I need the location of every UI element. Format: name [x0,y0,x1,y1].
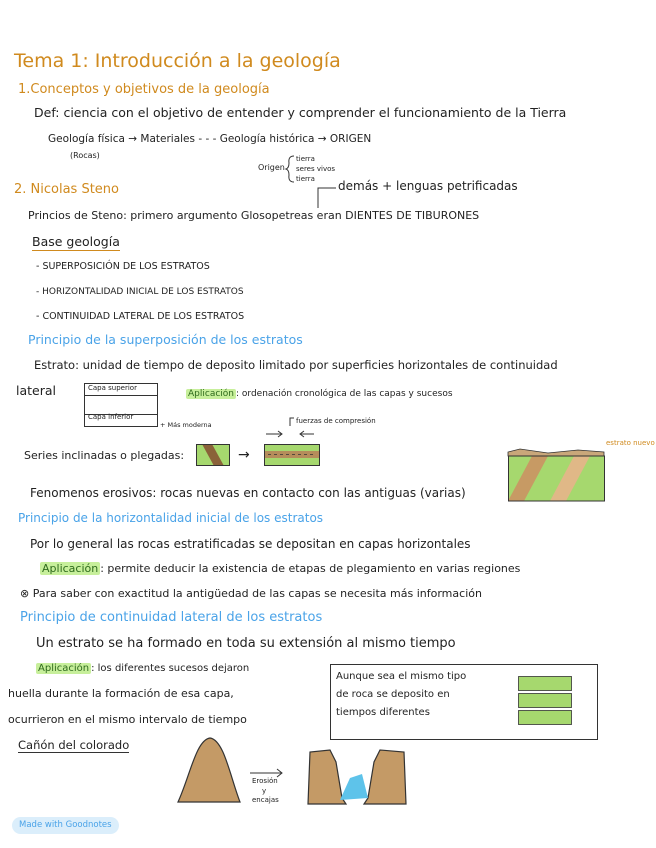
erosion-label: y [262,787,267,795]
canyon-drawing [306,748,408,806]
capa-superior-label: Capa superior [88,384,137,392]
lateral-text: lateral [16,383,56,398]
aplicacion-text: : permite deducir la existencia de etapas de plegamiento en varias regiones [100,562,521,575]
base-item: - CONTINUIDAD LATERAL DE LOS ESTRATOS [36,311,245,322]
principle-continuity-heading: Principio de continuidad lateral de los estratos [20,610,323,625]
continuity-line-2: huella durante la formación de esa capa, [8,687,234,700]
aplicacion-2 [40,563,520,574]
fuerzas-compresion-label: fuerzas de compresión [296,417,376,425]
note-box-line: tiempos diferentes [336,707,430,718]
aplicacion-text: : ordenación cronológica de las capas y sucesos [236,389,453,399]
canon-colorado-heading: Cañón del colorado [18,738,130,752]
geologia-fisica-text: Geología física → Materiales - - - Geología histórica → ORIGEN [48,133,372,145]
horizontality-text: Por lo general las rocas estratificadas se depositan en capas horizontales [30,537,471,551]
origen-brace [286,155,296,183]
section-1-heading: 1.Conceptos y objetivos de la geología [18,82,270,97]
principios-steno-text: Princios de Steno: primero argumento Glosopetreas eran DIENTES DE TIBURONES [28,209,480,222]
principle-horizontality-heading: Principio de la horizontalidad inicial de los estratos [18,511,324,525]
erosion-label: encajas [252,796,279,804]
origen-item: tierra [296,175,315,183]
estrato-nuevo-label: estrato nuevo [606,439,655,447]
antiguedad-note: ⊗ Para saber con exactitud la antigüedad de las capas se necesita más información [20,587,482,600]
note-box-line: Aunque sea el mismo tipo [336,671,467,682]
aplicacion-label: Aplicación [42,562,99,575]
rocas-label: (Rocas) [70,151,100,160]
capa-inferior-label: Capa inferior [88,413,134,421]
continuity-line-3: ocurrieron en el mismo intervalo de tiempo [8,713,247,726]
page-title: Tema 1: Introducción a la geología [14,50,341,72]
base-item: - SUPERPOSICIÓN DE LOS ESTRATOS [36,261,210,272]
demas-note: demás + lenguas petrificadas [338,179,518,193]
aplicacion-label: Aplicación [38,663,90,674]
folded-strata-icon [264,444,320,466]
origen-item: seres vivos [296,165,336,173]
erosion-label: Erosión [252,777,278,785]
base-geologia-heading: Base geología [32,234,120,249]
fenomenos-erosivos-text: Fenomenos erosivos: rocas nuevas en contacto con las antiguas (varias) [30,486,466,500]
arrow-icon: → [238,447,250,463]
section-2-heading: 2. Nicolas Steno [14,182,119,197]
goodnotes-badge[interactable]: Made with Goodnotes [12,817,119,834]
layered-strata-icon [518,676,572,726]
continuity-text: Un estrato se ha formado en toda su extensión al mismo tiempo [36,636,456,651]
demas-bracket [316,184,338,210]
mountain-drawing [176,736,242,804]
aplicacion-1 [186,390,453,399]
principle-superposition-heading: Principio de la superposición de los estratos [28,332,303,347]
aplicacion-text: : los diferentes sucesos dejaron [91,663,250,674]
estrato-definition: Estrato: unidad de tiempo de deposito limitado por superficies horizontales de continuidad [34,358,558,372]
origen-label: Origen [258,163,285,172]
mas-moderna-label: + Más moderna [160,421,212,429]
definition-text: Def: ciencia con el objetivo de entender y comprender el funcionamiento de la Tierra [34,105,567,120]
aplicacion-label: Aplicación [188,389,234,399]
aplicacion-3 [36,664,249,674]
series-inclinadas-text: Series inclinadas o plegadas: [24,449,185,462]
note-box-line: de roca se deposito en [336,689,450,700]
inclined-strata-icon [196,444,230,466]
origen-item: tierra [296,155,315,163]
base-item: - HORIZONTALIDAD INICIAL DE LOS ESTRATOS [36,287,244,297]
erosion-block-diagram [508,444,608,502]
